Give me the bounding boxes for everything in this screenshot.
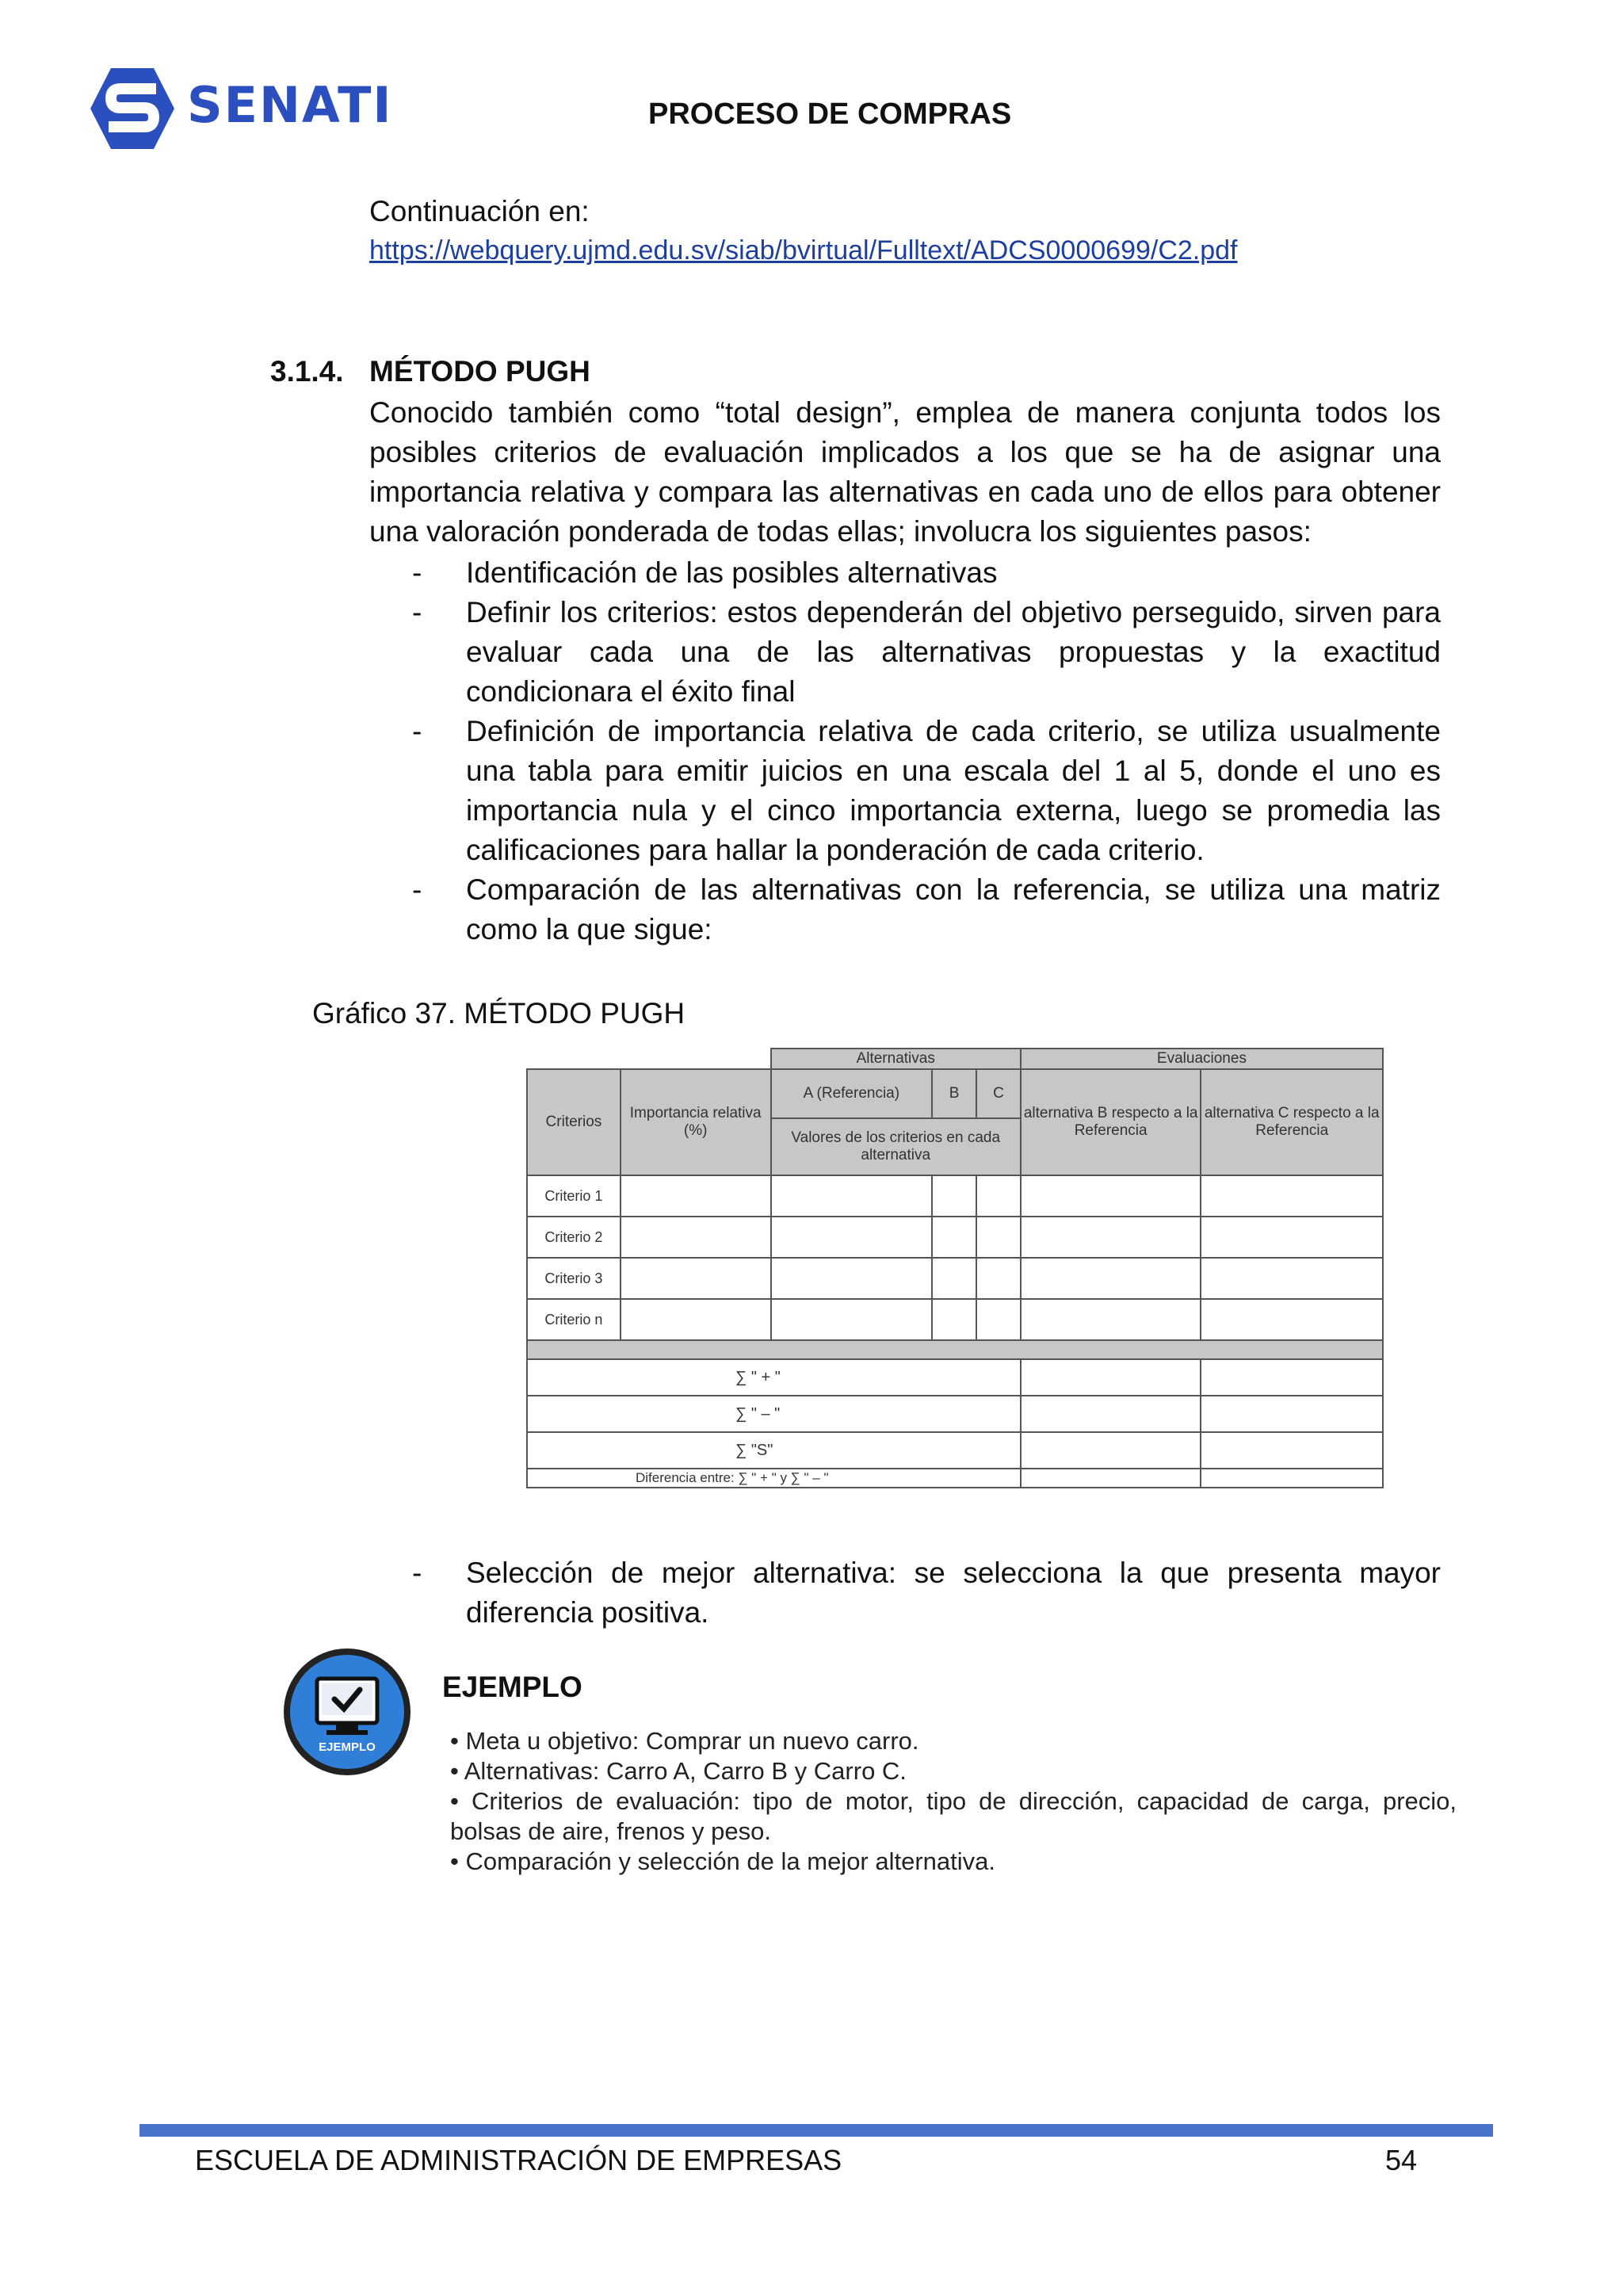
header-evaluaciones: Evaluaciones xyxy=(1021,1049,1383,1069)
table-row xyxy=(527,1396,1383,1432)
criterio-cell: Criterio 2 xyxy=(527,1217,621,1258)
list-item: • Alternativas: Carro A, Carro B y Carro C. xyxy=(450,1757,907,1785)
figure-caption: Gráfico 37. MÉTODO PUGH xyxy=(312,997,685,1030)
separator-row xyxy=(527,1340,1383,1359)
table-row xyxy=(527,1359,1383,1396)
monitor-check-icon xyxy=(281,1645,414,1778)
steps-list xyxy=(412,553,1441,949)
header-alternativas: Alternativas xyxy=(771,1049,1021,1069)
table-row xyxy=(527,1469,1383,1488)
senati-emblem-icon xyxy=(89,65,176,152)
criterio-cell: Criterio 3 xyxy=(527,1258,621,1299)
list-item: - Identificación de las posibles alternativas xyxy=(412,553,1441,593)
sum-minus: ∑ " – " xyxy=(527,1396,1021,1432)
continuation-label: Continuación en: xyxy=(369,195,590,227)
section-number: 3.1.4. xyxy=(270,355,344,388)
header-eval-c: alternativa C respecto a la Referencia xyxy=(1201,1069,1383,1175)
dash-marker: - xyxy=(412,596,422,628)
table-row xyxy=(527,1217,1383,1258)
example-icon-label: EJEMPLO xyxy=(319,1740,376,1754)
list-item: - Selección de mejor alternativa: se selecciona la que presenta mayor diferencia positiva. xyxy=(412,1553,1441,1633)
dash-marker: - xyxy=(412,715,422,747)
footer-school: ESCUELA DE ADMINISTRACIÓN DE EMPRESAS xyxy=(195,2144,842,2176)
list-item: • Criterios de evaluación: tipo de motor, tipo de dirección, capacidad de carga, precio, bolsas de aire, frenos y peso. xyxy=(450,1787,1457,1845)
header-importancia: Importancia relativa (%) xyxy=(621,1069,771,1175)
dash-marker: - xyxy=(412,1557,422,1589)
header-col-c: C xyxy=(976,1069,1021,1118)
table-row xyxy=(527,1175,1383,1217)
pugh-matrix xyxy=(526,1048,1384,1507)
list-item: • Meta u objetivo: Comprar un nuevo carro. xyxy=(450,1727,919,1755)
final-step-list xyxy=(412,1553,1441,1633)
criterio-cell: Criterio 1 xyxy=(527,1175,621,1217)
header-col-a: A (Referencia) xyxy=(771,1069,933,1118)
list-item: - Definir los criterios: estos dependerán del objetivo perseguido, sirven para evaluar cada una de las alternativas propuestas y la exactitud condicionara el éxito final xyxy=(412,593,1441,712)
dash-marker: - xyxy=(412,873,422,906)
header-title: PROCESO DE COMPRAS xyxy=(648,97,1012,131)
example-list xyxy=(450,1726,1457,1877)
table-row xyxy=(527,1258,1383,1299)
logo-text: SENATI xyxy=(187,76,393,134)
dash-marker: - xyxy=(412,556,422,589)
header-eval-b: alternativa B respecto a la Referencia xyxy=(1021,1069,1201,1175)
criterio-cell: Criterio n xyxy=(527,1299,621,1340)
intro-paragraph: Conocido también como “total design”, emplea de manera conjunta todos los posibles criterios de evaluación implicados a los que se ha de asignar una importancia relativa y compara las alternativas en cada uno de ellos para obtener una valoración ponderada de todas ellas; involucra los siguientes pasos: xyxy=(369,396,1441,548)
example-icon xyxy=(281,1645,414,1778)
continuation-link[interactable]: https://webquery.ujmd.edu.sv/siab/bvirtual/Fulltext/ADCS0000699/C2.pdf xyxy=(369,235,1238,266)
sum-plus: ∑ " + " xyxy=(527,1359,1021,1396)
list-item: - Comparación de las alternativas con la referencia, se utiliza una matriz como la que sigue: xyxy=(412,870,1441,949)
table-row xyxy=(527,1299,1383,1340)
page-number: 54 xyxy=(1385,2144,1418,2176)
example-title: EJEMPLO xyxy=(442,1671,582,1703)
sum-s: ∑ "S" xyxy=(527,1432,1021,1469)
section-title: MÉTODO PUGH xyxy=(369,355,590,388)
footer-bar xyxy=(139,2124,1493,2137)
diferencia: Diferencia entre: ∑ " + " y ∑ " – " xyxy=(527,1469,1021,1488)
senati-logo xyxy=(89,65,393,152)
section-intro xyxy=(369,393,1441,552)
header-criterios: Criterios xyxy=(527,1069,621,1175)
header-valores: Valores de los criterios en cada alternativa xyxy=(771,1118,1021,1175)
table-row xyxy=(527,1432,1383,1469)
list-item: • Comparación y selección de la mejor alternativa. xyxy=(450,1847,996,1875)
pugh-table xyxy=(526,1048,1384,1488)
header-col-b: B xyxy=(932,1069,976,1118)
list-item: - Definición de importancia relativa de cada criterio, se utiliza usualmente una tabla para emitir juicios en una escala del 1 al 5, donde el uno es importancia nula y el cinco importancia externa, luego se promedia las calificaciones para hallar la ponderación de cada criterio. xyxy=(412,712,1441,870)
